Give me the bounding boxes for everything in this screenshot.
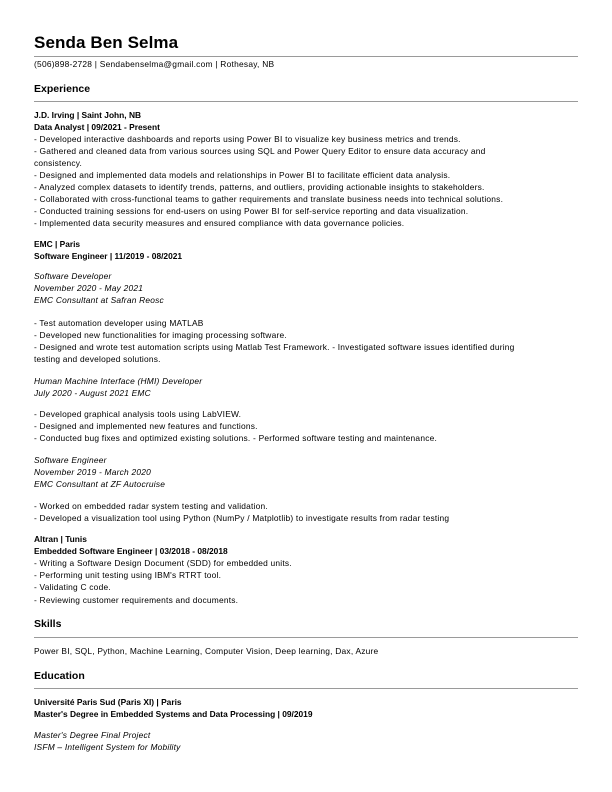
skills-divider xyxy=(34,637,578,638)
emc-sub2-bullet: - Conducted bug fixes and optimized existing solutions. - Performed software testing and maintenance. xyxy=(34,433,438,443)
jd-bullet: - Implemented data security measures and ensured compliance with data governance policies. xyxy=(34,218,405,228)
emc-sub3-dates: November 2019 - March 2020 xyxy=(34,467,151,477)
emc-sub2-bullet: - Designed and implemented new features and functions. xyxy=(34,421,258,431)
candidate-name: Senda Ben Selma xyxy=(34,33,179,52)
emc-sub2-dates: July 2020 - August 2021 EMC xyxy=(34,388,151,398)
emc-sub3-client: EMC Consultant at ZF Autocruise xyxy=(34,479,166,489)
emc-sub1-bullet: - Designed and wrote test automation scripts using Matlab Test Framework. - Investigated software issues identified during xyxy=(34,342,515,352)
altran-company: Altran | Tunis xyxy=(34,534,87,544)
education-heading: Education xyxy=(34,670,85,682)
altran-bullet: - Writing a Software Design Document (SDD) for embedded units. xyxy=(34,558,292,568)
jd-bullet: consistency. xyxy=(34,158,83,168)
emc-company: EMC | Paris xyxy=(34,239,81,249)
altran-role: Embedded Software Engineer | 03/2018 - 08/2018 xyxy=(34,546,228,556)
education-school: Université Paris Sud (Paris XI) | Paris xyxy=(34,697,182,707)
jd-bullet: - Designed and implemented data models and relationships in Power BI to facilitate efficient data analysis. xyxy=(34,170,451,180)
emc-sub3-bullet: - Developed a visualization tool using Python (NumPy / Matplotlib) to investigate results from radar testing xyxy=(34,513,450,523)
jd-bullet: - Conducted training sessions for end-users on using Power BI for self-service reporting and data visualization. xyxy=(34,206,469,216)
emc-role: Software Engineer | 11/2019 - 08/2021 xyxy=(34,251,183,261)
emc-sub2-title: Human Machine Interface (HMI) Developer xyxy=(34,376,203,386)
altran-bullet: - Reviewing customer requirements and documents. xyxy=(34,595,239,605)
emc-sub2-bullet: - Developed graphical analysis tools using LabVIEW. xyxy=(34,409,242,419)
emc-sub3-title: Software Engineer xyxy=(34,455,107,465)
jd-bullet: - Developed interactive dashboards and reports using Power BI to visualize key business metrics and trends. xyxy=(34,134,461,144)
education-project-label: Master's Degree Final Project xyxy=(34,730,151,740)
education-degree: Master's Degree in Embedded Systems and Data Processing | 09/2019 xyxy=(34,709,313,719)
contact-info: (506)898-2728 | Sendabenselma@gmail.com | Rothesay, NB xyxy=(34,59,275,69)
education-divider xyxy=(34,688,578,689)
emc-sub1-bullet: - Developed new functionalities for imaging processing software. xyxy=(34,330,287,340)
experience-heading: Experience xyxy=(34,83,91,95)
jd-company: J.D. Irving | Saint John, NB xyxy=(34,110,142,120)
jd-role: Data Analyst | 09/2021 - Present xyxy=(34,122,160,132)
emc-sub1-client: EMC Consultant at Safran Reosc xyxy=(34,295,164,305)
altran-bullet: - Performing unit testing using IBM's RTRT tool. xyxy=(34,570,222,580)
emc-sub1-bullet: testing and developed solutions. xyxy=(34,354,161,364)
emc-sub1-dates: November 2020 - May 2021 xyxy=(34,283,144,293)
emc-sub1-bullet: - Test automation developer using MATLAB xyxy=(34,318,204,328)
emc-sub1-title: Software Developer xyxy=(34,271,112,281)
experience-divider xyxy=(34,101,578,102)
jd-bullet: - Analyzed complex datasets to identify trends, patterns, and outliers, providing actionable insights to stakeholders. xyxy=(34,182,485,192)
emc-sub3-bullet: - Worked on embedded radar system testing and validation. xyxy=(34,501,268,511)
skills-heading: Skills xyxy=(34,618,62,630)
education-project-title: ISFM – Intelligent System for Mobility xyxy=(34,742,181,752)
jd-bullet: - Collaborated with cross-functional teams to gather requirements and translate business needs into technical solutions. xyxy=(34,194,504,204)
jd-bullet: - Gathered and cleaned data from various sources using SQL and Power Query Editor to ensure data accuracy and xyxy=(34,146,486,156)
skills-list: Power BI, SQL, Python, Machine Learning, Computer Vision, Deep learning, Dax, Azure xyxy=(34,646,379,656)
header-divider xyxy=(34,56,578,57)
altran-bullet: - Validating C code. xyxy=(34,582,111,592)
